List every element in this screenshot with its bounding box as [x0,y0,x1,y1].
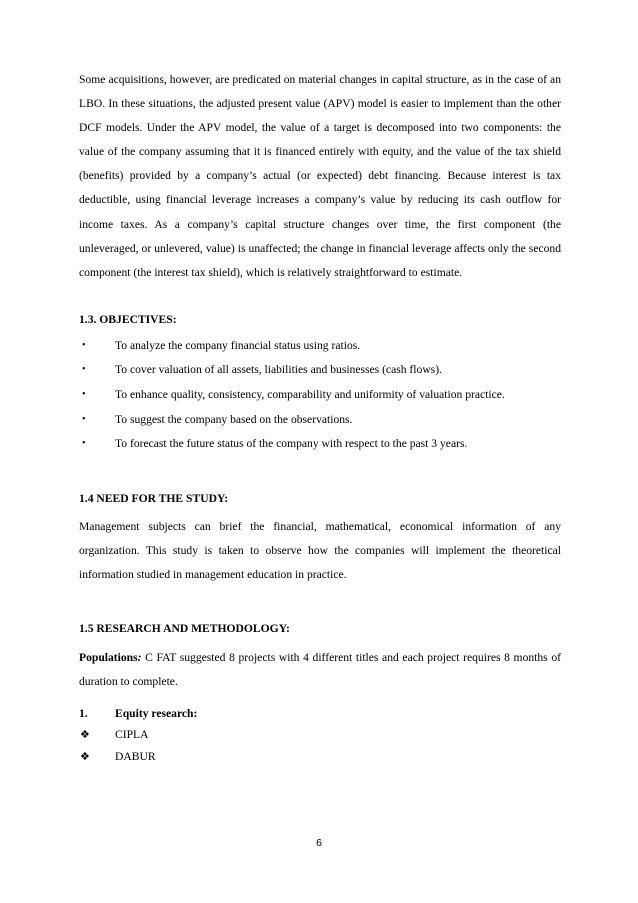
populations-paragraph: Populations: C FAT suggested 8 projects with 4 different titles and each project requires 8 months of duration to complete. [79,651,561,689]
company-list [79,724,561,767]
list-item: ❖ DABUR [79,746,561,768]
list-item: • To enhance quality, consistency, comparability and uniformity of valuation practice. [79,383,561,408]
objectives-heading: 1.3. OBJECTIVES: [79,312,177,326]
list-item: • To analyze the company financial status using ratios. [79,334,561,359]
equity-research-heading: 1. Equity research: [79,707,198,721]
document-page [79,68,561,767]
intro-paragraph: Some acquisitions, however, are predicated on material changes in capital structure, as in the case of an LBO. In these situations, the adjusted present value (APV) model is easier to implement than the other DCF models. Under the APV model, the value of a target is decomposed into two components: the value of the company assuming that it is financed entirely with equity, and the value of the tax shield (benefits) provided by a company’s actual (or expected) debt financing. Because interest is tax deductible, using financial leverage increases a company’s value by reducing its cash outflow for income taxes. As a company’s capital structure changes over time, the first component (the unleveraged, or unlevered, value) is unaffected; the change in financial leverage affects only the second component (the interest tax shield), which is relatively straightforward to estimate. [79,73,561,279]
diamond-bullet-icon: ❖ [80,749,90,763]
diamond-bullet-icon: ❖ [80,728,90,742]
need-heading: 1.4 NEED FOR THE STUDY: [79,491,229,505]
bullet-icon: • [82,438,86,450]
list-item: • To suggest the company based on the observations. [79,408,561,433]
list-item: ❖ CIPLA [79,724,561,746]
bullet-icon: • [82,364,86,376]
bullet-icon: • [82,339,86,351]
research-heading: 1.5 RESEARCH AND METHODOLOGY: [79,622,290,636]
list-item: • To forecast the future status of the company with respect to the past 3 years. [79,432,561,457]
populations-label: Populations [79,651,138,665]
list-item: • To cover valuation of all assets, liabilities and businesses (cash flows). [79,358,561,383]
bullet-icon: • [82,413,86,425]
need-paragraph: Management subjects can brief the financial, mathematical, economical information of any organization. This study is taken to observe how the companies will implement the theoretical information studied in management education in practice. [79,519,561,581]
bullet-icon: • [82,389,86,401]
objectives-list [79,334,561,457]
page-number: 6 [316,837,322,849]
